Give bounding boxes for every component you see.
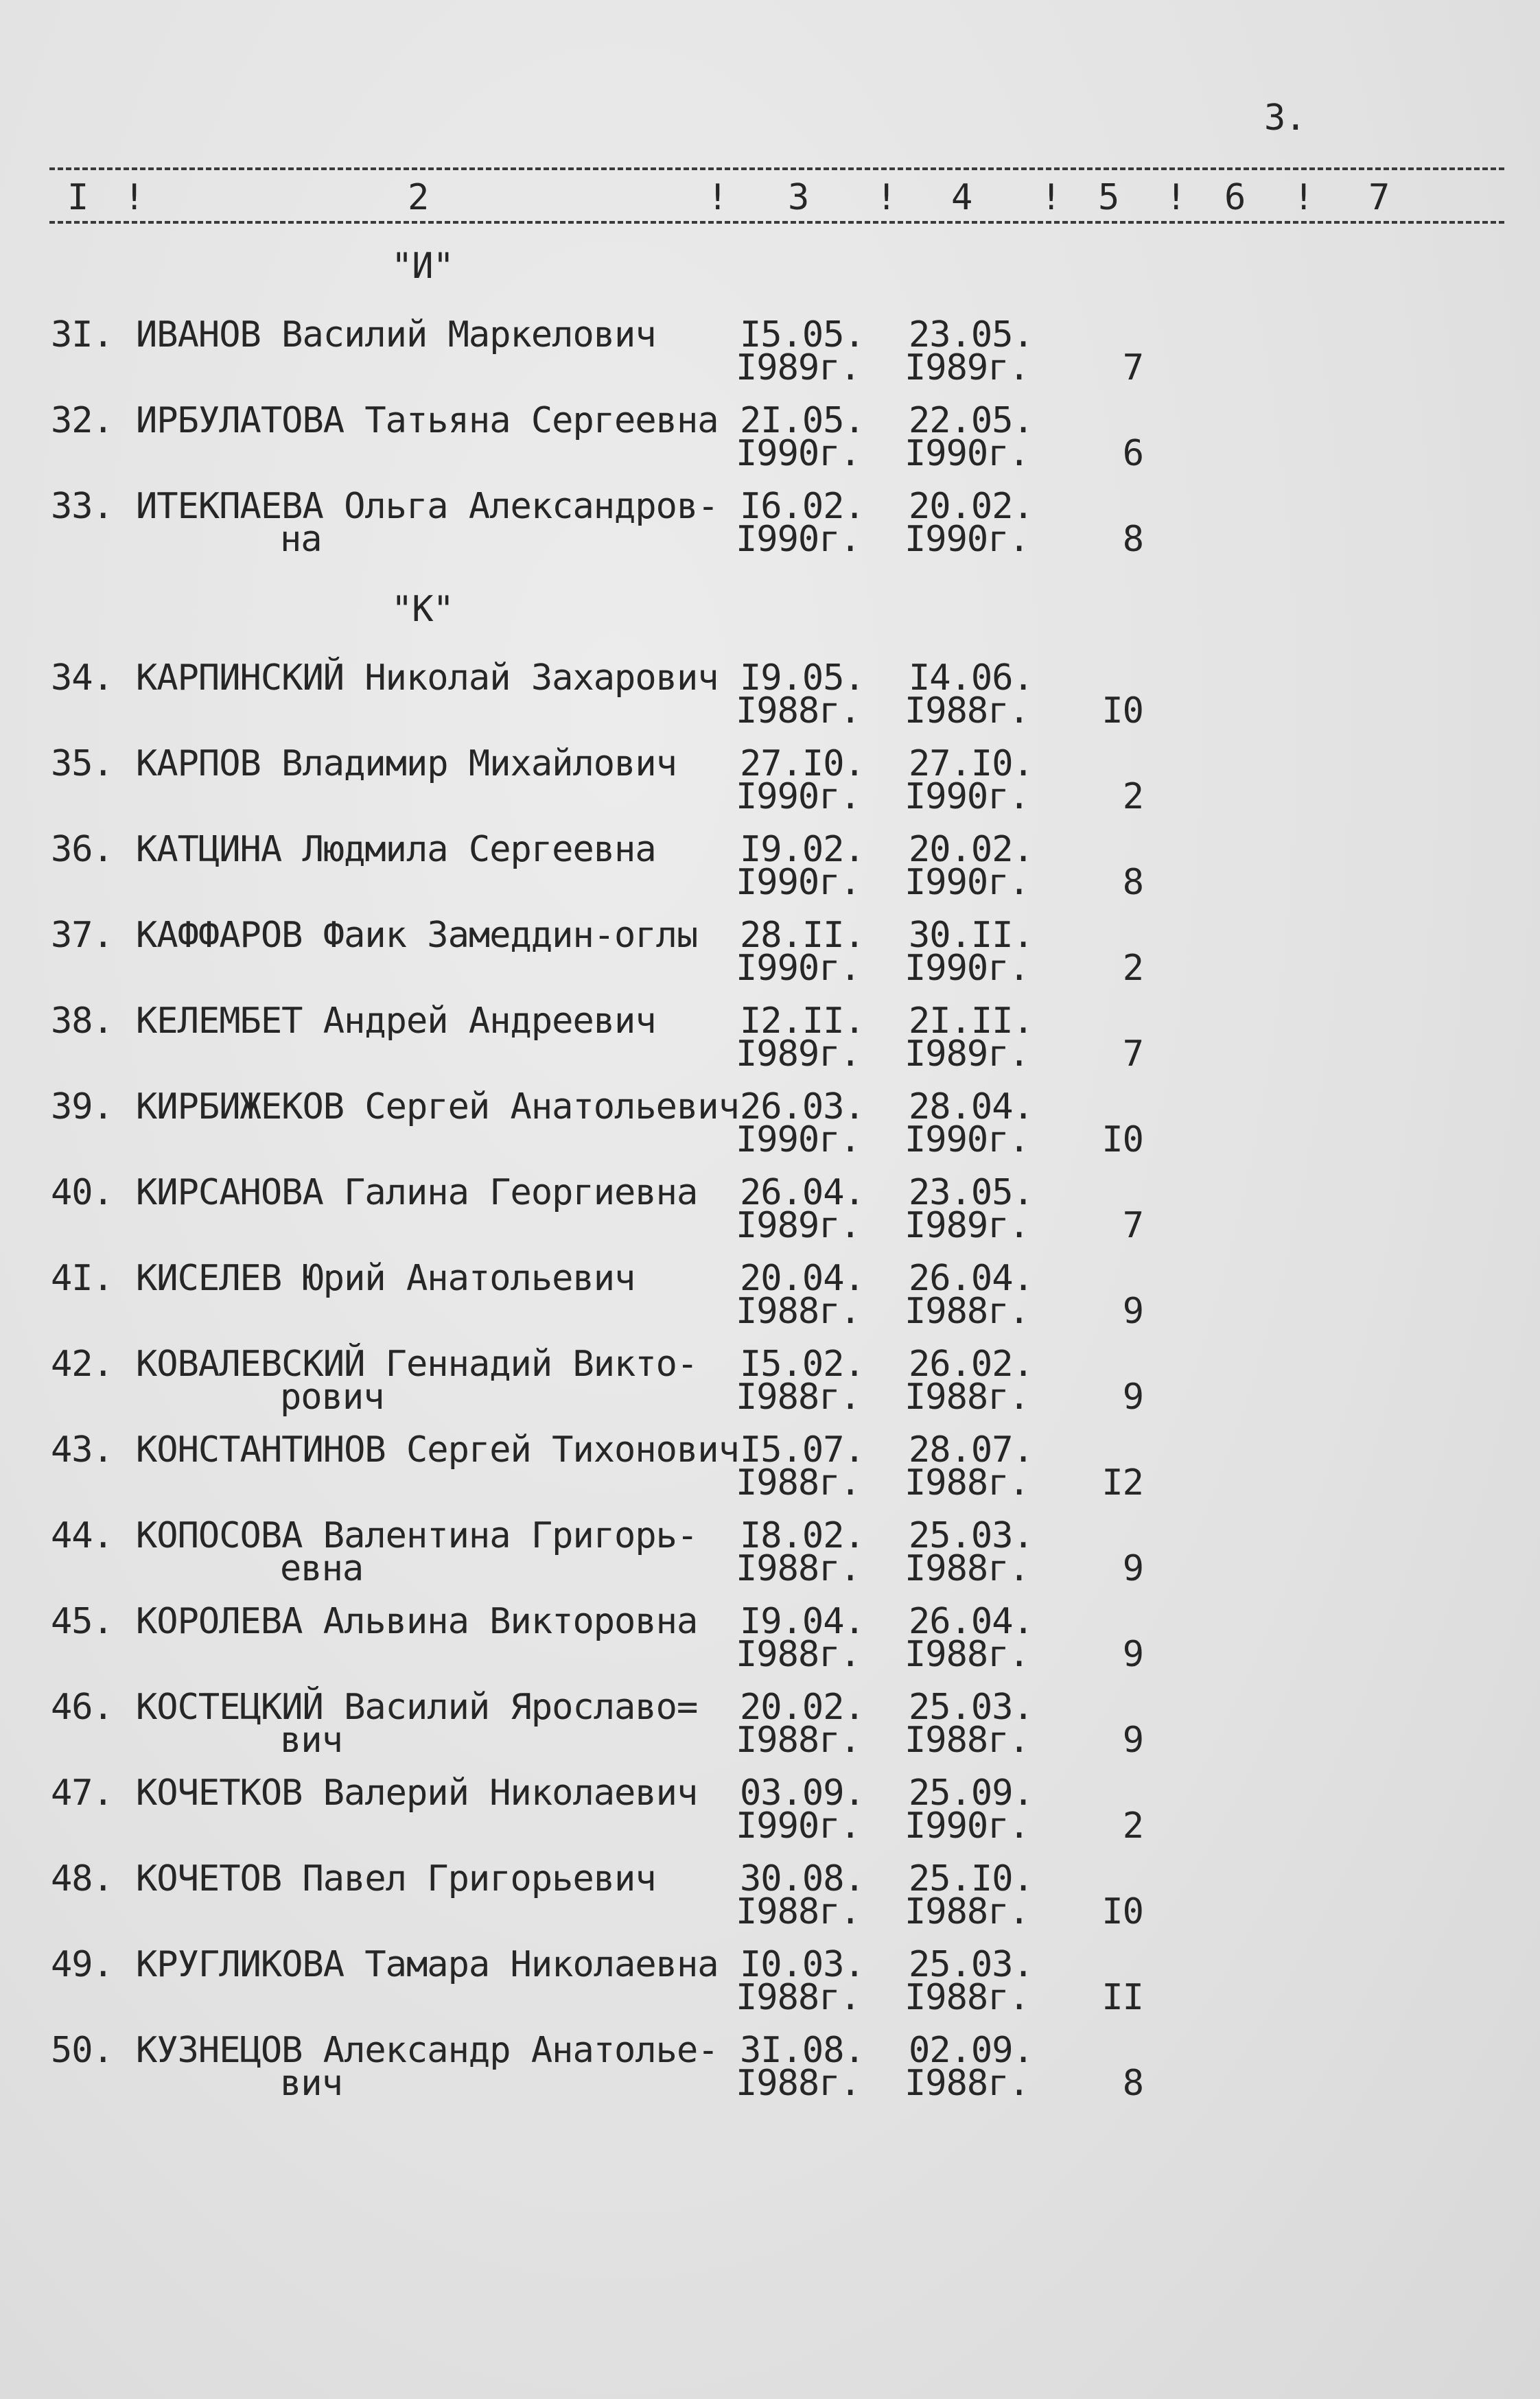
end-date: 26.04. bbox=[909, 1601, 1034, 1642]
person-name: КОСТЕЦКИЙ Василий Ярославо= bbox=[136, 1687, 698, 1728]
start-date: I5.07. bbox=[740, 1429, 865, 1471]
column-separator: ! bbox=[707, 177, 729, 218]
entry-number: 42. bbox=[51, 1344, 113, 1385]
column-separator: ! bbox=[876, 177, 898, 218]
list-item bbox=[0, 1429, 1540, 1514]
start-year: I990г. bbox=[736, 776, 861, 817]
person-name: КОНСТАНТИНОВ Сергей Тихонович bbox=[136, 1429, 739, 1471]
end-date: 02.09. bbox=[909, 2030, 1034, 2071]
day-count: 8 bbox=[1122, 862, 1143, 903]
header-bottom-rule bbox=[49, 221, 1504, 224]
list-item bbox=[0, 1086, 1540, 1171]
list-item bbox=[0, 657, 1540, 742]
start-year: I990г. bbox=[736, 862, 861, 903]
person-name-continuation: вич bbox=[280, 2063, 342, 2104]
list-item bbox=[0, 1346, 1540, 1429]
end-date: 23.05. bbox=[909, 1172, 1034, 1213]
end-year: I988г. bbox=[905, 690, 1029, 732]
start-date: 27.I0. bbox=[740, 743, 865, 784]
person-name: ИТЕКПАЕВА Ольга Александров- bbox=[136, 486, 719, 527]
list-item bbox=[0, 917, 1540, 1000]
column-header-7: 7 bbox=[1368, 177, 1390, 218]
start-date: 26.03. bbox=[740, 1086, 865, 1127]
start-date: I5.02. bbox=[740, 1344, 865, 1385]
start-year: I990г. bbox=[736, 519, 861, 560]
day-count: 2 bbox=[1122, 948, 1143, 989]
list-item bbox=[0, 486, 1540, 571]
start-year: I988г. bbox=[736, 1977, 861, 2018]
day-count: 7 bbox=[1122, 1205, 1143, 1246]
day-count: 8 bbox=[1122, 519, 1143, 560]
day-count: I0 bbox=[1101, 690, 1143, 732]
person-name: КРУГЛИКОВА Тамара Николаевна bbox=[136, 1944, 719, 1985]
list-item bbox=[0, 1689, 1540, 1772]
person-name: КИРСАНОВА Галина Георгиевна bbox=[136, 1172, 698, 1213]
section-letter-k: "К" bbox=[391, 589, 454, 630]
entry-number: 36. bbox=[51, 829, 113, 870]
list-item bbox=[0, 1172, 1540, 1257]
entry-number: 43. bbox=[51, 1429, 113, 1471]
end-date: 25.03. bbox=[909, 1687, 1034, 1728]
end-year: I988г. bbox=[905, 1634, 1029, 1675]
person-name: ИРБУЛАТОВА Татьяна Сергеевна bbox=[136, 400, 719, 441]
end-year: I990г. bbox=[905, 519, 1029, 560]
list-item bbox=[0, 2030, 1540, 2115]
end-year: I990г. bbox=[905, 433, 1029, 474]
day-count: I2 bbox=[1101, 1462, 1143, 1503]
person-name: КАРПИНСКИЙ Николай Захарович bbox=[136, 657, 719, 699]
day-count: 9 bbox=[1122, 1548, 1143, 1589]
column-header-1: I bbox=[67, 177, 89, 218]
section-letter-i: "И" bbox=[391, 246, 454, 287]
day-count: I0 bbox=[1101, 1119, 1143, 1160]
entry-number: 48. bbox=[51, 1858, 113, 1899]
entry-number: 45. bbox=[51, 1601, 113, 1642]
day-count: 9 bbox=[1122, 1377, 1143, 1418]
end-date: 20.02. bbox=[909, 829, 1034, 870]
person-name: КОВАЛЕВСКИЙ Геннадий Викто- bbox=[136, 1344, 698, 1385]
person-name: КАРПОВ Владимир Михайлович bbox=[136, 743, 677, 784]
end-date: 20.02. bbox=[909, 486, 1034, 527]
end-year: I988г. bbox=[905, 1377, 1029, 1418]
person-name: КИСЕЛЕВ Юрий Анатольевич bbox=[136, 1258, 635, 1299]
end-date: 23.05. bbox=[909, 314, 1034, 355]
end-date: I4.06. bbox=[909, 657, 1034, 699]
start-year: I989г. bbox=[736, 1033, 861, 1075]
end-year: I988г. bbox=[905, 1720, 1029, 1761]
day-count: 7 bbox=[1122, 1033, 1143, 1075]
entry-number: 38. bbox=[51, 1000, 113, 1042]
entry-number: 46. bbox=[51, 1687, 113, 1728]
end-date: 27.I0. bbox=[909, 743, 1034, 784]
start-date: I0.03. bbox=[740, 1944, 865, 1985]
end-date: 25.I0. bbox=[909, 1858, 1034, 1899]
column-header-5: 5 bbox=[1098, 177, 1120, 218]
start-date: 30.08. bbox=[740, 1858, 865, 1899]
end-year: I990г. bbox=[905, 1805, 1029, 1847]
start-date: 28.II. bbox=[740, 915, 865, 956]
start-date: I9.05. bbox=[740, 657, 865, 699]
start-date: 26.04. bbox=[740, 1172, 865, 1213]
start-year: I988г. bbox=[736, 1720, 861, 1761]
person-name-continuation: рович bbox=[280, 1377, 384, 1418]
start-year: I988г. bbox=[736, 1377, 861, 1418]
person-name: КИРБИЖЕКОВ Сергей Анатольевич bbox=[136, 1086, 739, 1127]
start-year: I990г. bbox=[736, 948, 861, 989]
person-name: КЕЛЕМБЕТ Андрей Андреевич bbox=[136, 1000, 656, 1042]
entry-number: 3I. bbox=[51, 314, 113, 355]
day-count: 2 bbox=[1122, 776, 1143, 817]
person-name: КОРОЛЕВА Альвина Викторовна bbox=[136, 1601, 698, 1642]
end-date: 30.II. bbox=[909, 915, 1034, 956]
end-year: I990г. bbox=[905, 776, 1029, 817]
end-date: 25.03. bbox=[909, 1515, 1034, 1556]
end-year: I989г. bbox=[905, 1033, 1029, 1075]
day-count: 9 bbox=[1122, 1291, 1143, 1332]
end-year: I988г. bbox=[905, 1891, 1029, 1932]
start-year: I990г. bbox=[736, 1805, 861, 1847]
entry-number: 34. bbox=[51, 657, 113, 699]
column-separator: ! bbox=[1040, 177, 1062, 218]
start-year: I990г. bbox=[736, 1119, 861, 1160]
end-year: I988г. bbox=[905, 2063, 1029, 2104]
start-year: I990г. bbox=[736, 433, 861, 474]
start-date: 03.09. bbox=[740, 1772, 865, 1814]
entry-number: 47. bbox=[51, 1772, 113, 1814]
day-count: 9 bbox=[1122, 1634, 1143, 1675]
end-year: I989г. bbox=[905, 347, 1029, 388]
start-date: I9.02. bbox=[740, 829, 865, 870]
start-date: 20.04. bbox=[740, 1258, 865, 1299]
start-year: I988г. bbox=[736, 1634, 861, 1675]
person-name: КАТЦИНА Людмила Сергеевна bbox=[136, 829, 656, 870]
entry-number: 44. bbox=[51, 1515, 113, 1556]
list-item bbox=[0, 1858, 1540, 1943]
start-date: 3I.08. bbox=[740, 2030, 865, 2071]
start-year: I988г. bbox=[736, 1891, 861, 1932]
person-name: КОЧЕТКОВ Валерий Николаевич bbox=[136, 1772, 698, 1814]
entry-number: 4I. bbox=[51, 1258, 113, 1299]
end-year: I988г. bbox=[905, 1548, 1029, 1589]
start-year: I988г. bbox=[736, 1548, 861, 1589]
end-year: I988г. bbox=[905, 1291, 1029, 1332]
end-year: I988г. bbox=[905, 1462, 1029, 1503]
person-name-continuation: на bbox=[280, 519, 322, 560]
list-item bbox=[0, 314, 1540, 399]
end-date: 22.05. bbox=[909, 400, 1034, 441]
day-count: 9 bbox=[1122, 1720, 1143, 1761]
page-number: 3. bbox=[1264, 97, 1306, 139]
day-count: II bbox=[1101, 1977, 1143, 2018]
person-name: КАФФАРОВ Фаик Замеддин-оглы bbox=[136, 915, 698, 956]
column-header-6: 6 bbox=[1224, 177, 1246, 218]
day-count: I0 bbox=[1101, 1891, 1143, 1932]
start-date: 20.02. bbox=[740, 1687, 865, 1728]
person-name-continuation: вич bbox=[280, 1720, 342, 1761]
end-year: I990г. bbox=[905, 862, 1029, 903]
column-header-4: 4 bbox=[951, 177, 973, 218]
list-item bbox=[0, 1515, 1540, 1600]
end-date: 25.09. bbox=[909, 1772, 1034, 1814]
start-date: I6.02. bbox=[740, 486, 865, 527]
end-year: I989г. bbox=[905, 1205, 1029, 1246]
header-top-rule bbox=[49, 167, 1504, 170]
column-separator: ! bbox=[1165, 177, 1187, 218]
entry-number: 49. bbox=[51, 1944, 113, 1985]
end-date: 26.02. bbox=[909, 1344, 1034, 1385]
person-name: КОЧЕТОВ Павел Григорьевич bbox=[136, 1858, 656, 1899]
end-year: I990г. bbox=[905, 1119, 1029, 1160]
entry-number: 37. bbox=[51, 915, 113, 956]
list-item bbox=[0, 1258, 1540, 1343]
start-year: I988г. bbox=[736, 2063, 861, 2104]
end-date: 25.03. bbox=[909, 1944, 1034, 1985]
start-date: I5.05. bbox=[740, 314, 865, 355]
list-item bbox=[0, 743, 1540, 828]
person-name-continuation: евна bbox=[280, 1548, 364, 1589]
start-year: I988г. bbox=[736, 690, 861, 732]
end-year: I988г. bbox=[905, 1977, 1029, 2018]
list-item bbox=[0, 400, 1540, 485]
start-date: I8.02. bbox=[740, 1515, 865, 1556]
entry-number: 50. bbox=[51, 2030, 113, 2071]
list-item bbox=[0, 829, 1540, 914]
list-item bbox=[0, 1944, 1540, 2029]
person-name: КОПОСОВА Валентина Григорь- bbox=[136, 1515, 698, 1556]
person-name: ИВАНОВ Василий Маркелович bbox=[136, 314, 656, 355]
entry-number: 40. bbox=[51, 1172, 113, 1213]
list-item bbox=[0, 1000, 1540, 1086]
column-separator: ! bbox=[124, 177, 145, 218]
day-count: 7 bbox=[1122, 347, 1143, 388]
end-date: 28.04. bbox=[909, 1086, 1034, 1127]
start-date: 2I.05. bbox=[740, 400, 865, 441]
entry-number: 33. bbox=[51, 486, 113, 527]
start-year: I988г. bbox=[736, 1291, 861, 1332]
end-date: 2I.II. bbox=[909, 1000, 1034, 1042]
column-separator: ! bbox=[1293, 177, 1315, 218]
day-count: 8 bbox=[1122, 2063, 1143, 2104]
entry-number: 39. bbox=[51, 1086, 113, 1127]
entry-number: 32. bbox=[51, 400, 113, 441]
day-count: 6 bbox=[1122, 433, 1143, 474]
end-year: I990г. bbox=[905, 948, 1029, 989]
entry-number: 35. bbox=[51, 743, 113, 784]
end-date: 26.04. bbox=[909, 1258, 1034, 1299]
start-date: I2.II. bbox=[740, 1000, 865, 1042]
day-count: 2 bbox=[1122, 1805, 1143, 1847]
column-header-3: 3 bbox=[788, 177, 810, 218]
end-date: 28.07. bbox=[909, 1429, 1034, 1471]
column-header-2: 2 bbox=[408, 177, 430, 218]
start-date: I9.04. bbox=[740, 1601, 865, 1642]
list-item bbox=[0, 1772, 1540, 1858]
start-year: I989г. bbox=[736, 347, 861, 388]
list-item bbox=[0, 1601, 1540, 1686]
person-name: КУЗНЕЦОВ Александр Анатолье- bbox=[136, 2030, 719, 2071]
start-year: I988г. bbox=[736, 1462, 861, 1503]
start-year: I989г. bbox=[736, 1205, 861, 1246]
